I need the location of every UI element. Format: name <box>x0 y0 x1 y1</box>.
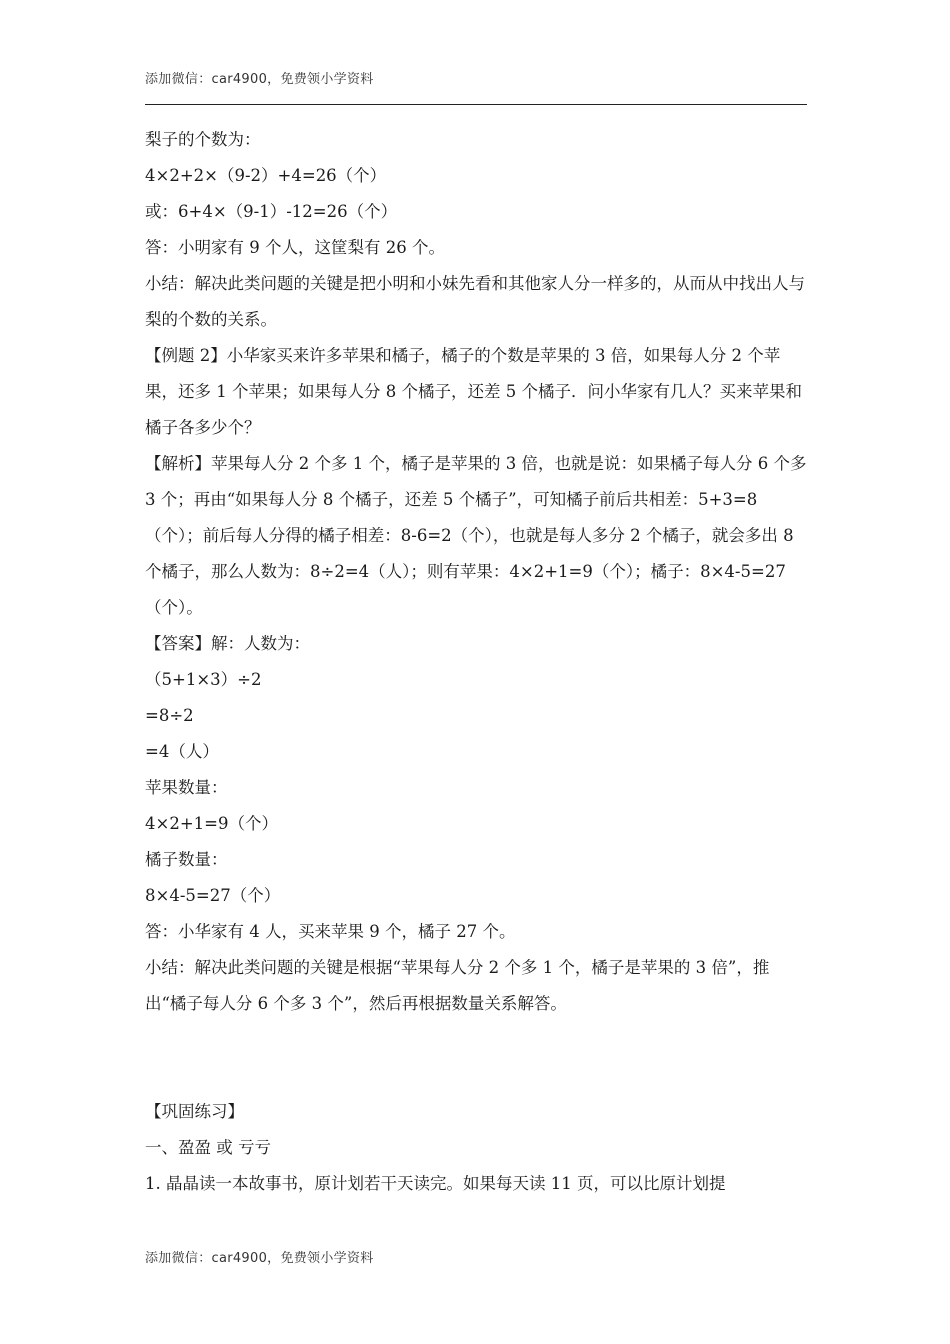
text-line: 梨子的个数为： <box>145 130 261 149</box>
text-line: （5+1×3）÷2 <box>145 670 262 689</box>
text-line: 8×4-5=27（个） <box>145 886 281 905</box>
example-question: 【例题 2】小华家买来许多苹果和橘子，橘子的个数是苹果的 3 倍，如果每人分 2 个苹果，还多 1 个苹果；如果每人分 8 个橘子，还差 5 个橘子．问小华家有几人？买来苹果和橘子各多少个？ <box>145 346 802 437</box>
text-line: 或：6+4×（9-1）-12=26（个） <box>145 202 398 221</box>
answer-heading: 【答案】解：人数为： <box>145 634 310 653</box>
section-heading: 【巩固练习】 <box>145 1102 244 1121</box>
text-line: 4×2+2×（9-2）+4=26（个） <box>145 166 387 185</box>
header-divider <box>145 104 807 105</box>
document-body <box>145 122 810 1202</box>
text-line: =4（人） <box>145 742 219 761</box>
text-line: 答：小华家有 4 人，买来苹果 9 个，橘子 27 个。 <box>145 922 516 941</box>
subsection-heading: 一、盈盈 或 亏亏 <box>145 1138 271 1157</box>
header-note: 添加微信：car4900，免费领小学资料 <box>145 72 374 87</box>
summary-paragraph: 小结：解决此类问题的关键是根据“苹果每人分 2 个多 1 个，橘子是苹果的 3 倍”，推出“橘子每人分 6 个多 3 个”，然后再根据数量关系解答。 <box>145 958 770 1013</box>
text-line: =8÷2 <box>145 706 194 725</box>
spacer <box>145 1022 810 1094</box>
text-line: 橘子数量： <box>145 850 228 869</box>
exercise-question: 1. 晶晶读一本故事书，原计划若干天读完。如果每天读 11 页，可以比原计划提 <box>145 1174 726 1193</box>
text-line: 苹果数量： <box>145 778 228 797</box>
text-line: 4×2+1=9（个） <box>145 814 278 833</box>
footer-note: 添加微信：car4900，免费领小学资料 <box>145 1251 374 1266</box>
text-line: 答：小明家有 9 个人，这筐梨有 26 个。 <box>145 238 445 257</box>
summary-paragraph: 小结：解决此类问题的关键是把小明和小妹先看和其他家人分一样多的，从而从中找出人与梨的个数的关系。 <box>145 274 805 329</box>
analysis-paragraph: 【解析】苹果每人分 2 个多 1 个，橘子是苹果的 3 倍，也就是说：如果橘子每人分 6 个多 3 个；再由“如果每人分 8 个橘子，还差 5 个橘子”，可知橘子前后共相差：5+3=8（个）；前后每人分得的橘子相差：8-6=2（个），也就是每人多分 2 个橘子，就会多出 8 个橘子，那么人数为：8÷2=4（人）；则有苹果：4×2+1=9（个）；橘子：8×4-5=27（个）。 <box>145 454 807 617</box>
